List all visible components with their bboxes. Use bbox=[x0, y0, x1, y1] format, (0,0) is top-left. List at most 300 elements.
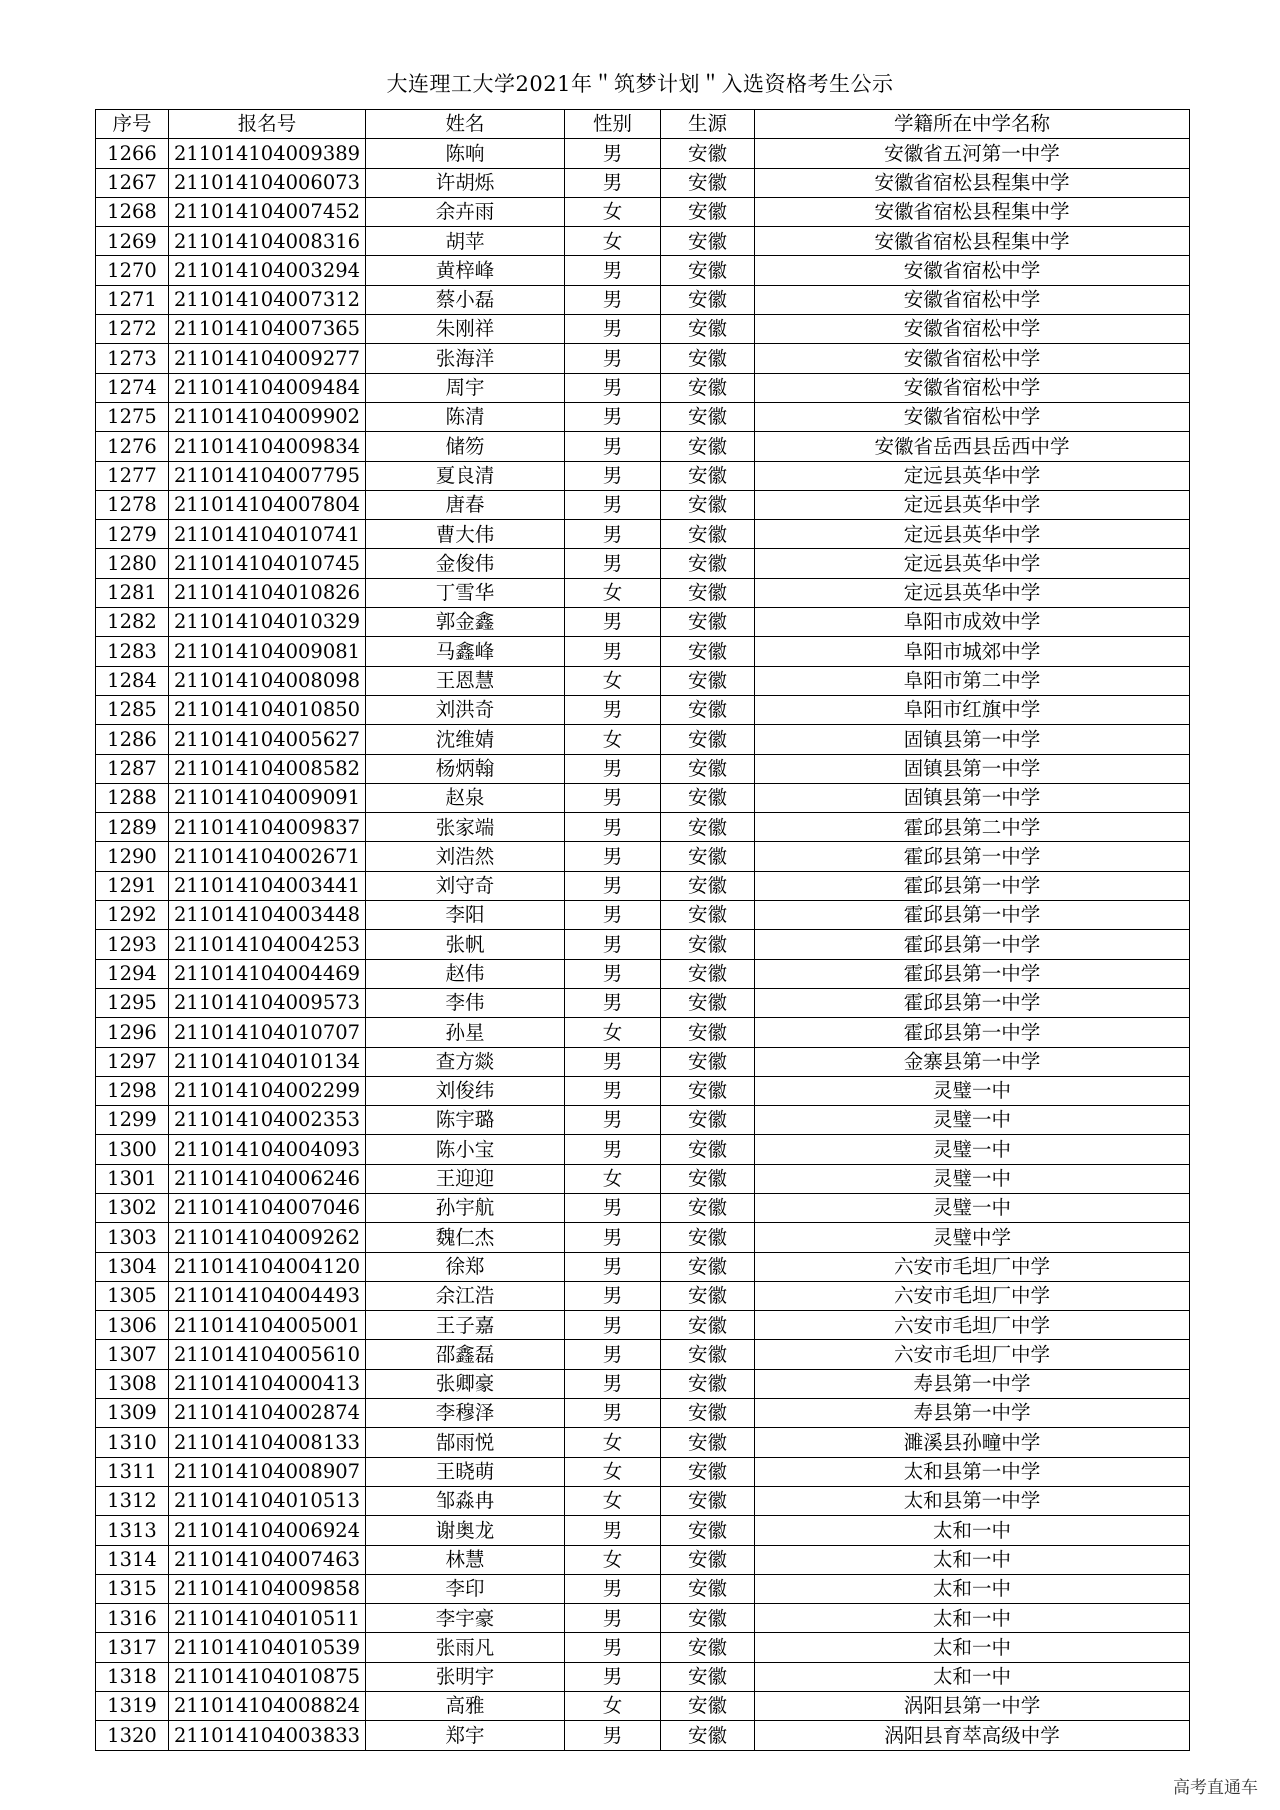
cell-reg-no: 211014104004253 bbox=[169, 930, 366, 959]
roster-table bbox=[95, 109, 1190, 1751]
cell-school: 太和县第一中学 bbox=[755, 1457, 1190, 1486]
table-row bbox=[96, 1252, 1190, 1281]
table-row bbox=[96, 1516, 1190, 1545]
cell-name: 王恩慧 bbox=[366, 666, 565, 695]
cell-sex: 男 bbox=[565, 1574, 661, 1603]
cell-reg-no: 211014104008133 bbox=[169, 1428, 366, 1457]
header-origin: 生源 bbox=[661, 110, 755, 139]
cell-school: 霍邱县第一中学 bbox=[755, 930, 1190, 959]
cell-school: 定远县英华中学 bbox=[755, 520, 1190, 549]
cell-origin: 安徽 bbox=[661, 1281, 755, 1310]
cell-sex: 女 bbox=[565, 1692, 661, 1721]
table-row bbox=[96, 608, 1190, 637]
cell-school: 定远县英华中学 bbox=[755, 490, 1190, 519]
cell-sex: 男 bbox=[565, 402, 661, 431]
cell-origin: 安徽 bbox=[661, 520, 755, 549]
cell-sex: 男 bbox=[565, 871, 661, 900]
cell-school: 太和一中 bbox=[755, 1633, 1190, 1662]
cell-school: 六安市毛坦厂中学 bbox=[755, 1340, 1190, 1369]
cell-origin: 安徽 bbox=[661, 1311, 755, 1340]
cell-school: 阜阳市红旗中学 bbox=[755, 695, 1190, 724]
table-row bbox=[96, 1486, 1190, 1515]
cell-origin: 安徽 bbox=[661, 1369, 755, 1398]
cell-name: 孙宇航 bbox=[366, 1193, 565, 1222]
cell-origin: 安徽 bbox=[661, 1428, 755, 1457]
cell-sex: 男 bbox=[565, 988, 661, 1017]
cell-name: 沈维婧 bbox=[366, 725, 565, 754]
cell-reg-no: 211014104007046 bbox=[169, 1193, 366, 1222]
cell-school: 霍邱县第一中学 bbox=[755, 959, 1190, 988]
cell-name: 金俊伟 bbox=[366, 549, 565, 578]
cell-origin: 安徽 bbox=[661, 637, 755, 666]
cell-school: 太和一中 bbox=[755, 1604, 1190, 1633]
cell-school: 安徽省宿松中学 bbox=[755, 285, 1190, 314]
cell-seq: 1311 bbox=[96, 1457, 169, 1486]
cell-origin: 安徽 bbox=[661, 1516, 755, 1545]
cell-reg-no: 211014104009091 bbox=[169, 783, 366, 812]
table-row bbox=[96, 871, 1190, 900]
table-row bbox=[96, 988, 1190, 1017]
cell-origin: 安徽 bbox=[661, 1193, 755, 1222]
header-name: 姓名 bbox=[366, 110, 565, 139]
cell-reg-no: 211014104005610 bbox=[169, 1340, 366, 1369]
cell-name: 张明宇 bbox=[366, 1662, 565, 1691]
cell-name: 张帆 bbox=[366, 930, 565, 959]
cell-reg-no: 211014104004093 bbox=[169, 1135, 366, 1164]
cell-name: 查方燚 bbox=[366, 1047, 565, 1076]
cell-name: 李穆泽 bbox=[366, 1399, 565, 1428]
table-row bbox=[96, 637, 1190, 666]
table-row bbox=[96, 1223, 1190, 1252]
table-body bbox=[96, 139, 1190, 1750]
cell-school: 寿县第一中学 bbox=[755, 1369, 1190, 1398]
cell-sex: 女 bbox=[565, 725, 661, 754]
table-row bbox=[96, 813, 1190, 842]
cell-sex: 女 bbox=[565, 1428, 661, 1457]
cell-sex: 女 bbox=[565, 1164, 661, 1193]
table-row bbox=[96, 344, 1190, 373]
cell-sex: 女 bbox=[565, 578, 661, 607]
cell-name: 邹淼冉 bbox=[366, 1486, 565, 1515]
table-row bbox=[96, 1574, 1190, 1603]
cell-origin: 安徽 bbox=[661, 959, 755, 988]
cell-seq: 1304 bbox=[96, 1252, 169, 1281]
table-row bbox=[96, 1106, 1190, 1135]
cell-origin: 安徽 bbox=[661, 1604, 755, 1633]
watermark: 高考直通车 bbox=[1173, 1778, 1258, 1798]
cell-seq: 1289 bbox=[96, 813, 169, 842]
cell-seq: 1303 bbox=[96, 1223, 169, 1252]
cell-reg-no: 211014104008098 bbox=[169, 666, 366, 695]
cell-reg-no: 211014104004120 bbox=[169, 1252, 366, 1281]
table-row bbox=[96, 1135, 1190, 1164]
table-row bbox=[96, 520, 1190, 549]
cell-school: 涡阳县育萃高级中学 bbox=[755, 1721, 1190, 1750]
cell-school: 阜阳市第二中学 bbox=[755, 666, 1190, 695]
cell-origin: 安徽 bbox=[661, 901, 755, 930]
table-row bbox=[96, 1018, 1190, 1047]
cell-sex: 男 bbox=[565, 315, 661, 344]
cell-name: 马鑫峰 bbox=[366, 637, 565, 666]
cell-origin: 安徽 bbox=[661, 871, 755, 900]
cell-origin: 安徽 bbox=[661, 315, 755, 344]
cell-origin: 安徽 bbox=[661, 930, 755, 959]
cell-reg-no: 211014104009837 bbox=[169, 813, 366, 842]
cell-name: 王迎迎 bbox=[366, 1164, 565, 1193]
cell-school: 六安市毛坦厂中学 bbox=[755, 1281, 1190, 1310]
cell-name: 余卉雨 bbox=[366, 197, 565, 226]
cell-sex: 男 bbox=[565, 1721, 661, 1750]
cell-seq: 1320 bbox=[96, 1721, 169, 1750]
table-row bbox=[96, 1545, 1190, 1574]
cell-seq: 1279 bbox=[96, 520, 169, 549]
cell-name: 张卿豪 bbox=[366, 1369, 565, 1398]
table-row bbox=[96, 402, 1190, 431]
cell-reg-no: 211014104005627 bbox=[169, 725, 366, 754]
cell-name: 刘洪奇 bbox=[366, 695, 565, 724]
cell-seq: 1269 bbox=[96, 227, 169, 256]
table-row bbox=[96, 1692, 1190, 1721]
table-row bbox=[96, 1428, 1190, 1457]
cell-school: 安徽省宿松中学 bbox=[755, 402, 1190, 431]
cell-school: 霍邱县第一中学 bbox=[755, 988, 1190, 1017]
cell-name: 刘浩然 bbox=[366, 842, 565, 871]
cell-name: 张家端 bbox=[366, 813, 565, 842]
cell-school: 濉溪县孙疃中学 bbox=[755, 1428, 1190, 1457]
cell-school: 灵璧一中 bbox=[755, 1135, 1190, 1164]
cell-origin: 安徽 bbox=[661, 813, 755, 842]
cell-sex: 女 bbox=[565, 1018, 661, 1047]
cell-seq: 1318 bbox=[96, 1662, 169, 1691]
cell-sex: 男 bbox=[565, 168, 661, 197]
table-row bbox=[96, 168, 1190, 197]
table-row bbox=[96, 490, 1190, 519]
cell-name: 陈响 bbox=[366, 139, 565, 168]
table-row bbox=[96, 1193, 1190, 1222]
cell-school: 金寨县第一中学 bbox=[755, 1047, 1190, 1076]
cell-school: 阜阳市城郊中学 bbox=[755, 637, 1190, 666]
cell-school: 阜阳市成效中学 bbox=[755, 608, 1190, 637]
cell-sex: 男 bbox=[565, 549, 661, 578]
cell-name: 王子嘉 bbox=[366, 1311, 565, 1340]
cell-seq: 1277 bbox=[96, 461, 169, 490]
cell-name: 黄梓峰 bbox=[366, 256, 565, 285]
table-row bbox=[96, 1047, 1190, 1076]
cell-sex: 男 bbox=[565, 1106, 661, 1135]
cell-seq: 1294 bbox=[96, 959, 169, 988]
cell-sex: 男 bbox=[565, 695, 661, 724]
header-school: 学籍所在中学名称 bbox=[755, 110, 1190, 139]
cell-sex: 男 bbox=[565, 608, 661, 637]
cell-origin: 安徽 bbox=[661, 256, 755, 285]
header-seq: 序号 bbox=[96, 110, 169, 139]
header-row bbox=[96, 110, 1190, 139]
cell-sex: 男 bbox=[565, 1135, 661, 1164]
cell-origin: 安徽 bbox=[661, 1223, 755, 1252]
cell-seq: 1283 bbox=[96, 637, 169, 666]
cell-name: 陈清 bbox=[366, 402, 565, 431]
cell-origin: 安徽 bbox=[661, 1164, 755, 1193]
cell-school: 固镇县第一中学 bbox=[755, 783, 1190, 812]
table-row bbox=[96, 578, 1190, 607]
cell-origin: 安徽 bbox=[661, 373, 755, 402]
cell-name: 蔡小磊 bbox=[366, 285, 565, 314]
cell-name: 郑宇 bbox=[366, 1721, 565, 1750]
cell-name: 胡苹 bbox=[366, 227, 565, 256]
cell-school: 定远县英华中学 bbox=[755, 549, 1190, 578]
cell-reg-no: 211014104006246 bbox=[169, 1164, 366, 1193]
table-row bbox=[96, 139, 1190, 168]
cell-name: 谢奥龙 bbox=[366, 1516, 565, 1545]
cell-reg-no: 211014104002874 bbox=[169, 1399, 366, 1428]
table-row bbox=[96, 1340, 1190, 1369]
cell-name: 刘俊纬 bbox=[366, 1076, 565, 1105]
cell-reg-no: 211014104005001 bbox=[169, 1311, 366, 1340]
cell-school: 安徽省宿松县程集中学 bbox=[755, 227, 1190, 256]
cell-name: 郭金鑫 bbox=[366, 608, 565, 637]
cell-reg-no: 211014104010511 bbox=[169, 1604, 366, 1633]
cell-seq: 1284 bbox=[96, 666, 169, 695]
table-row bbox=[96, 1633, 1190, 1662]
cell-sex: 男 bbox=[565, 637, 661, 666]
cell-seq: 1270 bbox=[96, 256, 169, 285]
cell-seq: 1296 bbox=[96, 1018, 169, 1047]
cell-seq: 1301 bbox=[96, 1164, 169, 1193]
cell-origin: 安徽 bbox=[661, 1692, 755, 1721]
cell-name: 孙星 bbox=[366, 1018, 565, 1047]
cell-sex: 男 bbox=[565, 432, 661, 461]
cell-seq: 1297 bbox=[96, 1047, 169, 1076]
cell-reg-no: 211014104007452 bbox=[169, 197, 366, 226]
cell-origin: 安徽 bbox=[661, 1047, 755, 1076]
cell-seq: 1282 bbox=[96, 608, 169, 637]
table-row bbox=[96, 256, 1190, 285]
cell-reg-no: 211014104009484 bbox=[169, 373, 366, 402]
cell-seq: 1281 bbox=[96, 578, 169, 607]
cell-reg-no: 211014104010134 bbox=[169, 1047, 366, 1076]
table-row bbox=[96, 227, 1190, 256]
cell-sex: 男 bbox=[565, 1076, 661, 1105]
cell-seq: 1306 bbox=[96, 1311, 169, 1340]
cell-reg-no: 211014104007804 bbox=[169, 490, 366, 519]
cell-sex: 女 bbox=[565, 1457, 661, 1486]
cell-sex: 男 bbox=[565, 520, 661, 549]
cell-name: 刘守奇 bbox=[366, 871, 565, 900]
cell-school: 太和一中 bbox=[755, 1545, 1190, 1574]
cell-sex: 女 bbox=[565, 227, 661, 256]
cell-sex: 男 bbox=[565, 901, 661, 930]
cell-reg-no: 211014104003294 bbox=[169, 256, 366, 285]
cell-seq: 1295 bbox=[96, 988, 169, 1017]
cell-sex: 男 bbox=[565, 1281, 661, 1310]
cell-origin: 安徽 bbox=[661, 1252, 755, 1281]
cell-seq: 1288 bbox=[96, 783, 169, 812]
cell-name: 林慧 bbox=[366, 1545, 565, 1574]
cell-name: 周宇 bbox=[366, 373, 565, 402]
cell-name: 张海洋 bbox=[366, 344, 565, 373]
cell-sex: 男 bbox=[565, 256, 661, 285]
cell-origin: 安徽 bbox=[661, 344, 755, 373]
cell-reg-no: 211014104010745 bbox=[169, 549, 366, 578]
cell-school: 定远县英华中学 bbox=[755, 461, 1190, 490]
cell-sex: 男 bbox=[565, 1633, 661, 1662]
cell-origin: 安徽 bbox=[661, 1340, 755, 1369]
cell-school: 太和一中 bbox=[755, 1516, 1190, 1545]
cell-reg-no: 211014104004493 bbox=[169, 1281, 366, 1310]
cell-origin: 安徽 bbox=[661, 578, 755, 607]
cell-sex: 男 bbox=[565, 139, 661, 168]
cell-sex: 女 bbox=[565, 197, 661, 226]
cell-origin: 安徽 bbox=[661, 608, 755, 637]
cell-origin: 安徽 bbox=[661, 139, 755, 168]
cell-sex: 女 bbox=[565, 1545, 661, 1574]
cell-seq: 1290 bbox=[96, 842, 169, 871]
cell-seq: 1310 bbox=[96, 1428, 169, 1457]
cell-school: 安徽省宿松中学 bbox=[755, 344, 1190, 373]
cell-origin: 安徽 bbox=[661, 1486, 755, 1515]
cell-sex: 男 bbox=[565, 1047, 661, 1076]
cell-reg-no: 211014104002353 bbox=[169, 1106, 366, 1135]
table-row bbox=[96, 725, 1190, 754]
cell-reg-no: 211014104003441 bbox=[169, 871, 366, 900]
cell-sex: 男 bbox=[565, 461, 661, 490]
cell-name: 杨炳翰 bbox=[366, 754, 565, 783]
cell-seq: 1278 bbox=[96, 490, 169, 519]
cell-seq: 1291 bbox=[96, 871, 169, 900]
cell-reg-no: 211014104009573 bbox=[169, 988, 366, 1017]
cell-origin: 安徽 bbox=[661, 168, 755, 197]
cell-origin: 安徽 bbox=[661, 549, 755, 578]
cell-seq: 1267 bbox=[96, 168, 169, 197]
header-reg-no: 报名号 bbox=[169, 110, 366, 139]
cell-sex: 男 bbox=[565, 344, 661, 373]
cell-origin: 安徽 bbox=[661, 1018, 755, 1047]
cell-reg-no: 211014104006073 bbox=[169, 168, 366, 197]
cell-name: 赵泉 bbox=[366, 783, 565, 812]
cell-origin: 安徽 bbox=[661, 1457, 755, 1486]
cell-name: 赵伟 bbox=[366, 959, 565, 988]
cell-origin: 安徽 bbox=[661, 842, 755, 871]
cell-sex: 男 bbox=[565, 1516, 661, 1545]
cell-name: 李宇豪 bbox=[366, 1604, 565, 1633]
cell-name: 夏良清 bbox=[366, 461, 565, 490]
cell-sex: 男 bbox=[565, 1193, 661, 1222]
cell-origin: 安徽 bbox=[661, 1633, 755, 1662]
cell-seq: 1300 bbox=[96, 1135, 169, 1164]
cell-reg-no: 211014104008824 bbox=[169, 1692, 366, 1721]
cell-school: 安徽省宿松县程集中学 bbox=[755, 168, 1190, 197]
cell-origin: 安徽 bbox=[661, 783, 755, 812]
table-row bbox=[96, 461, 1190, 490]
table-row bbox=[96, 1721, 1190, 1750]
cell-school: 霍邱县第一中学 bbox=[755, 901, 1190, 930]
cell-school: 六安市毛坦厂中学 bbox=[755, 1252, 1190, 1281]
cell-sex: 女 bbox=[565, 1486, 661, 1515]
table-row bbox=[96, 1662, 1190, 1691]
cell-reg-no: 211014104010707 bbox=[169, 1018, 366, 1047]
cell-reg-no: 211014104010539 bbox=[169, 1633, 366, 1662]
table-row bbox=[96, 1604, 1190, 1633]
cell-school: 灵璧中学 bbox=[755, 1223, 1190, 1252]
cell-school: 太和县第一中学 bbox=[755, 1486, 1190, 1515]
cell-origin: 安徽 bbox=[661, 1545, 755, 1574]
cell-origin: 安徽 bbox=[661, 1574, 755, 1603]
cell-seq: 1266 bbox=[96, 139, 169, 168]
cell-reg-no: 211014104009858 bbox=[169, 1574, 366, 1603]
cell-origin: 安徽 bbox=[661, 1399, 755, 1428]
cell-origin: 安徽 bbox=[661, 1106, 755, 1135]
cell-seq: 1275 bbox=[96, 402, 169, 431]
cell-seq: 1307 bbox=[96, 1340, 169, 1369]
cell-seq: 1276 bbox=[96, 432, 169, 461]
cell-seq: 1305 bbox=[96, 1281, 169, 1310]
cell-school: 六安市毛坦厂中学 bbox=[755, 1311, 1190, 1340]
cell-origin: 安徽 bbox=[661, 1662, 755, 1691]
cell-reg-no: 211014104010826 bbox=[169, 578, 366, 607]
cell-school: 涡阳县第一中学 bbox=[755, 1692, 1190, 1721]
cell-school: 灵璧一中 bbox=[755, 1106, 1190, 1135]
table-row bbox=[96, 1164, 1190, 1193]
cell-origin: 安徽 bbox=[661, 1721, 755, 1750]
header-sex: 性别 bbox=[565, 110, 661, 139]
cell-sex: 男 bbox=[565, 1399, 661, 1428]
table-row bbox=[96, 842, 1190, 871]
cell-origin: 安徽 bbox=[661, 725, 755, 754]
table-row bbox=[96, 1311, 1190, 1340]
cell-sex: 男 bbox=[565, 1311, 661, 1340]
cell-school: 霍邱县第二中学 bbox=[755, 813, 1190, 842]
cell-seq: 1299 bbox=[96, 1106, 169, 1135]
cell-school: 固镇县第一中学 bbox=[755, 725, 1190, 754]
cell-school: 霍邱县第一中学 bbox=[755, 1018, 1190, 1047]
cell-origin: 安徽 bbox=[661, 695, 755, 724]
cell-seq: 1285 bbox=[96, 695, 169, 724]
cell-reg-no: 211014104009081 bbox=[169, 637, 366, 666]
table-row bbox=[96, 432, 1190, 461]
cell-sex: 女 bbox=[565, 666, 661, 695]
cell-seq: 1287 bbox=[96, 754, 169, 783]
cell-sex: 男 bbox=[565, 1369, 661, 1398]
cell-origin: 安徽 bbox=[661, 490, 755, 519]
cell-school: 太和一中 bbox=[755, 1574, 1190, 1603]
cell-name: 徐郑 bbox=[366, 1252, 565, 1281]
cell-reg-no: 211014104007365 bbox=[169, 315, 366, 344]
table-row bbox=[96, 930, 1190, 959]
cell-reg-no: 211014104000413 bbox=[169, 1369, 366, 1398]
cell-sex: 男 bbox=[565, 490, 661, 519]
cell-reg-no: 211014104007463 bbox=[169, 1545, 366, 1574]
cell-reg-no: 211014104009834 bbox=[169, 432, 366, 461]
cell-sex: 男 bbox=[565, 783, 661, 812]
cell-reg-no: 211014104003448 bbox=[169, 901, 366, 930]
cell-name: 李阳 bbox=[366, 901, 565, 930]
cell-name: 陈小宝 bbox=[366, 1135, 565, 1164]
cell-reg-no: 211014104010329 bbox=[169, 608, 366, 637]
table-row bbox=[96, 549, 1190, 578]
cell-name: 朱刚祥 bbox=[366, 315, 565, 344]
cell-sex: 男 bbox=[565, 754, 661, 783]
cell-reg-no: 211014104007312 bbox=[169, 285, 366, 314]
cell-origin: 安徽 bbox=[661, 227, 755, 256]
cell-seq: 1316 bbox=[96, 1604, 169, 1633]
cell-school: 寿县第一中学 bbox=[755, 1399, 1190, 1428]
cell-school: 灵璧一中 bbox=[755, 1076, 1190, 1105]
cell-sex: 男 bbox=[565, 1604, 661, 1633]
table-row bbox=[96, 1369, 1190, 1398]
cell-origin: 安徽 bbox=[661, 988, 755, 1017]
cell-reg-no: 211014104009262 bbox=[169, 1223, 366, 1252]
cell-origin: 安徽 bbox=[661, 461, 755, 490]
